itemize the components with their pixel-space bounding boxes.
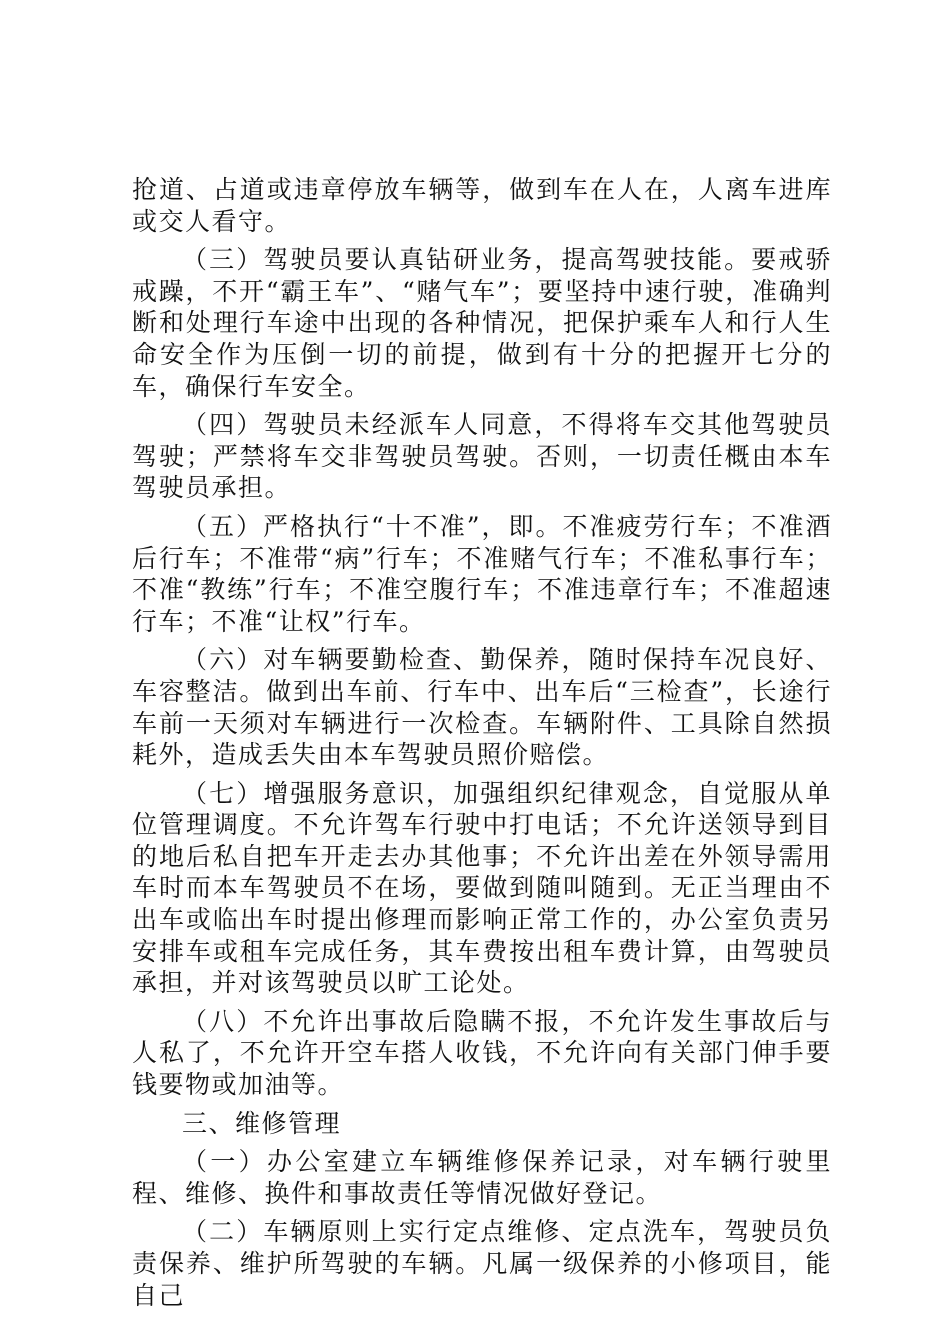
section-heading: 三、维修管理	[182, 1108, 342, 1138]
paragraph-item-6: （六）对车辆要勤检查、勤保养，随时保持车况良好、车容整洁。做到出车前、行车中、出车后“三检查”，长途行车前一天须对车辆进行一次检查。车辆附件、工具除自然损耗外，造成丢失由本车驾驶员照价赔偿。	[132, 645, 832, 770]
paragraph-item-7: （七）增强服务意识，加强组织纪律观念，自觉服从单位管理调度。不允许驾车行驶中打电话；不允许送领导到目的地后私自把车开走去办其他事；不允许出差在外领导需用车时而本车驾驶员不在场，要做到随叫随到。无正当理由不出车或临出车时提出修理而影响正常工作的，办公室负责另安排车或租车完成任务，其车费按出租车费计算，由驾驶员承担，并对该驾驶员以旷工论处。	[132, 778, 832, 998]
paragraph-item-4: （四）驾驶员未经派车人同意，不得将车交其他驾驶员驾驶；严禁将车交非驾驶员驾驶。否则，一切责任概由本车驾驶员承担。	[132, 410, 832, 503]
paragraph-item-5: （五）严格执行“十不准”，即。不准疲劳行车；不准酒后行车；不准带“病”行车；不准赌气行车；不准私事行车；不准“教练”行车；不准空腹行车；不准违章行车；不准超速行车；不准“让权”行车。	[132, 511, 832, 636]
section-paragraph-2: （二）车辆原则上实行定点维修、定点洗车，驾驶员负责保养、维护所驾驶的车辆。凡属一级保养的小修项目，能自己	[132, 1217, 832, 1310]
paragraph-item-8: （八）不允许出事故后隐瞒不报，不允许发生事故后与人私了，不允许开空车搭人收钱，不允许向有关部门伸手要钱要物或加油等。	[132, 1006, 832, 1100]
paragraph-item-3: （三）驾驶员要认真钻研业务，提高驾驶技能。要戒骄戒躁，不开“霸王车”、“赌气车”；要坚持中速行驶，准确判断和处理行车途中出现的各种情况，把保护乘车人和行人生命安全作为压倒一切的前提，做到有十分的把握开七分的车，确保行车安全。	[132, 245, 832, 401]
document-body	[132, 174, 832, 1318]
paragraph-continuation: 抢道、占道或违章停放车辆等，做到车在人在，人离车进库或交人看守。	[132, 175, 832, 236]
section-paragraph-1: （一）办公室建立车辆维修保养记录，对车辆行驶里程、维修、换件和事故责任等情况做好登记。	[132, 1147, 832, 1208]
